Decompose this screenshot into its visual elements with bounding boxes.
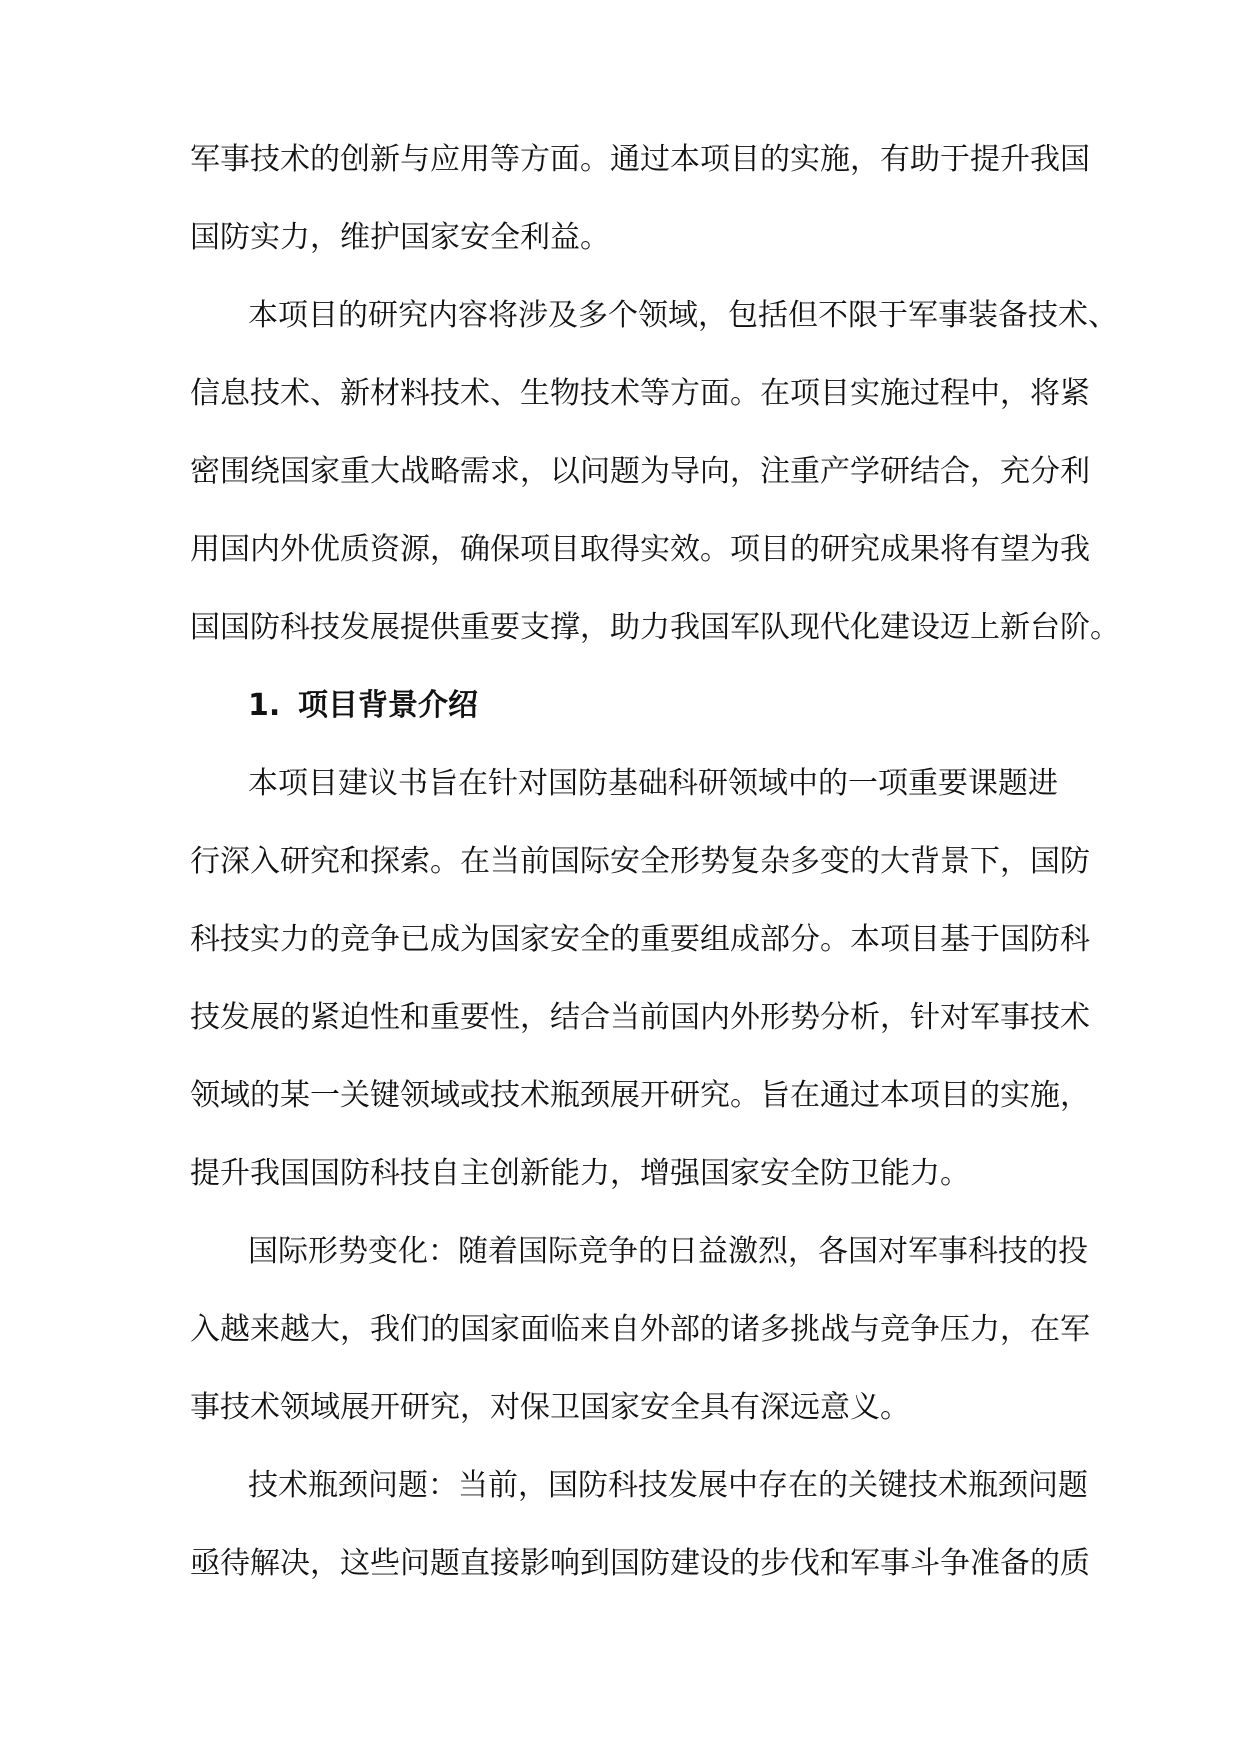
text-line: 信息技术、新材料技术、生物技术等方面。在项目实施过程中，将紧 [190,376,1090,411]
text-line: 密围绕国家重大战略需求，以问题为导向，注重产学研结合，充分利 [190,454,1090,489]
text-line: 领域的某一关键领域或技术瓶颈展开研究。旨在通过本项目的实施， [190,1078,1090,1113]
text-line: 用国内外优质资源，确保项目取得实效。项目的研究成果将有望为我 [190,532,1090,567]
text-line: 行深入研究和探索。在当前国际安全形势复杂多变的大背景下，国防 [190,844,1090,879]
text-line: 技术瓶颈问题：当前，国防科技发展中存在的关键技术瓶颈问题 [248,1468,1088,1503]
text-line: 国防实力，维护国家安全利益。 [190,220,610,255]
paragraph-background [190,764,1090,1194]
text-line: 军事技术的创新与应用等方面。通过本项目的实施，有助于提升我国 [190,142,1090,177]
text-line: 本项目建议书旨在针对国防基础科研领域中的一项重要课题进 [248,766,1058,801]
section-title: 项目背景介绍 [298,688,478,723]
text-line: 国国防科技发展提供重要支撑，助力我国军队现代化建设迈上新台阶。 [190,610,1120,645]
paragraph-intro-continuation [190,140,1090,258]
text-line: 提升我国国防科技自主创新能力，增强国家安全防卫能力。 [190,1156,970,1191]
section-heading [190,686,1060,726]
paragraph-international-situation [190,1232,1090,1428]
text-line: 技发展的紧迫性和重要性，结合当前国内外形势分析，针对军事技术 [190,1000,1090,1035]
text-line: 亟待解决，这些问题直接影响到国防建设的步伐和军事斗争准备的质 [190,1546,1090,1581]
document-body [190,140,1120,1622]
paragraph-research-content [190,296,1120,648]
text-line: 事技术领域展开研究，对保卫国家安全具有深远意义。 [190,1390,910,1425]
text-line: 国际形势变化：随着国际竞争的日益激烈，各国对军事科技的投 [248,1234,1088,1269]
section-number: 1. [248,688,281,723]
text-line: 本项目的研究内容将涉及多个领域，包括但不限于军事装备技术、 [248,298,1118,333]
text-line: 入越来越大，我们的国家面临来自外部的诸多挑战与竞争压力，在军 [190,1312,1090,1347]
paragraph-technical-bottleneck [190,1466,1090,1584]
text-line: 科技实力的竞争已成为国家安全的重要组成部分。本项目基于国防科 [190,922,1090,957]
